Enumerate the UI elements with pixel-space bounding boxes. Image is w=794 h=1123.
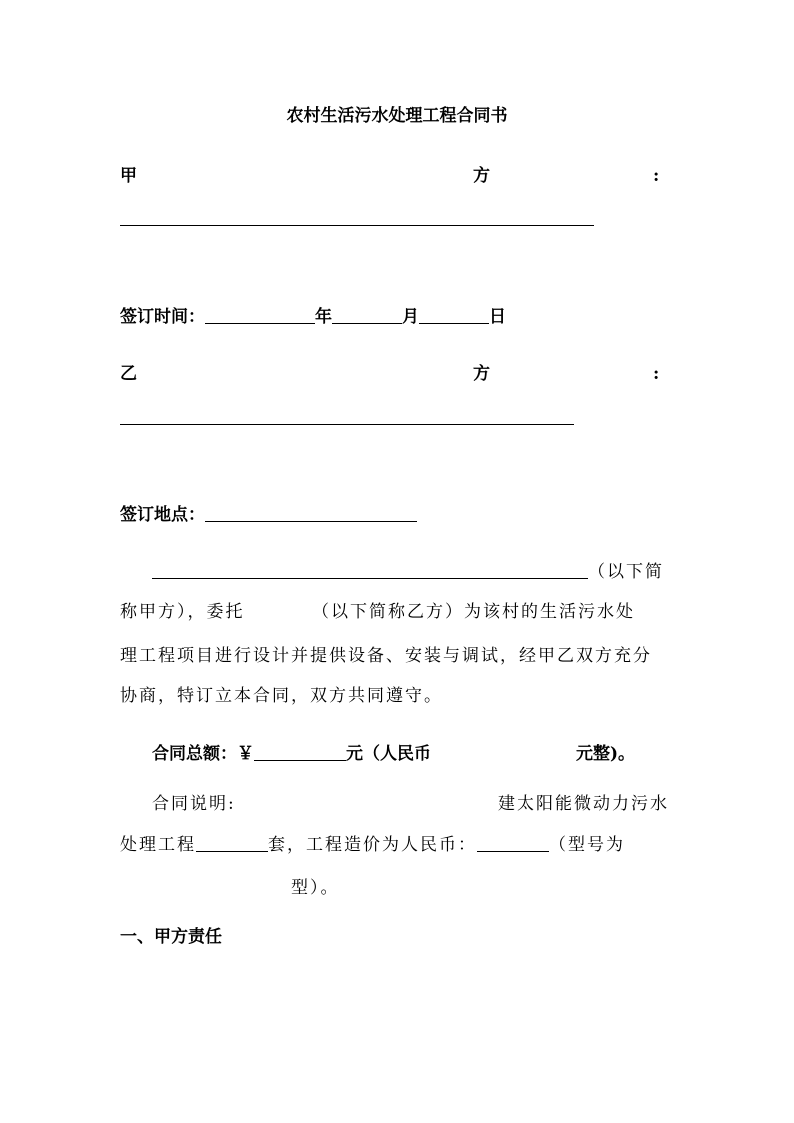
- total-row: [152, 746, 431, 763]
- party-a-fill-line: [120, 225, 594, 226]
- day-label: 日: [489, 307, 506, 327]
- sign-time-row: [120, 309, 506, 326]
- description-line-3: 型）。: [291, 878, 340, 898]
- month-blank: [332, 322, 402, 324]
- intro-line1-tail: （以下简: [588, 562, 664, 582]
- party-b-fill-line: [120, 424, 574, 425]
- party-b-char1: 乙: [120, 364, 137, 384]
- party-a-colon: :: [653, 166, 660, 186]
- total-yuan-label: 元（人民币: [346, 744, 431, 764]
- party-a-name-blank: [152, 577, 588, 579]
- description-line2-c: （型号为: [549, 835, 625, 855]
- intro-line-2: 称甲方），委托 （以下简称乙方）为该村的生活污水处: [120, 602, 635, 622]
- sign-time-label: 签订时间：: [120, 307, 205, 327]
- cost-blank: [477, 850, 549, 852]
- page-title: 农村生活污水处理工程合同书: [286, 106, 508, 126]
- total-end: 元整)。: [576, 744, 636, 764]
- currency-symbol: ￥: [237, 744, 254, 764]
- sign-place-row: [120, 507, 417, 524]
- month-label: 月: [402, 307, 419, 327]
- party-b-char2: 方: [473, 364, 490, 384]
- party-a-char1: 甲: [120, 166, 137, 186]
- day-blank: [419, 322, 489, 324]
- description-line2-a: 处理工程: [120, 835, 196, 855]
- description-line-2: [120, 837, 625, 854]
- description-label: 合同说明:: [152, 794, 236, 814]
- intro-line-3: 理工程项目进行设计并提供设备、安装与调试，经甲乙双方充分: [120, 646, 652, 666]
- party-a-char2: 方: [473, 166, 490, 186]
- description-line2-b: 套，工程造价为人民币：: [268, 835, 477, 855]
- set-count-blank: [196, 850, 268, 852]
- sign-place-label: 签订地点：: [120, 505, 205, 525]
- description-right: 建太阳能微动力污水: [498, 794, 669, 814]
- intro-line-4: 协商，特订立本合同，双方共同遵守。: [120, 686, 443, 706]
- amount-blank: [254, 759, 346, 761]
- intro-line-1: [152, 564, 664, 581]
- year-blank: [205, 322, 315, 324]
- total-label: 合同总额：: [152, 744, 237, 764]
- section-1-heading: 一、甲方责任: [120, 927, 222, 947]
- year-label: 年: [315, 307, 332, 327]
- place-blank: [205, 520, 417, 522]
- party-b-colon: :: [653, 364, 660, 384]
